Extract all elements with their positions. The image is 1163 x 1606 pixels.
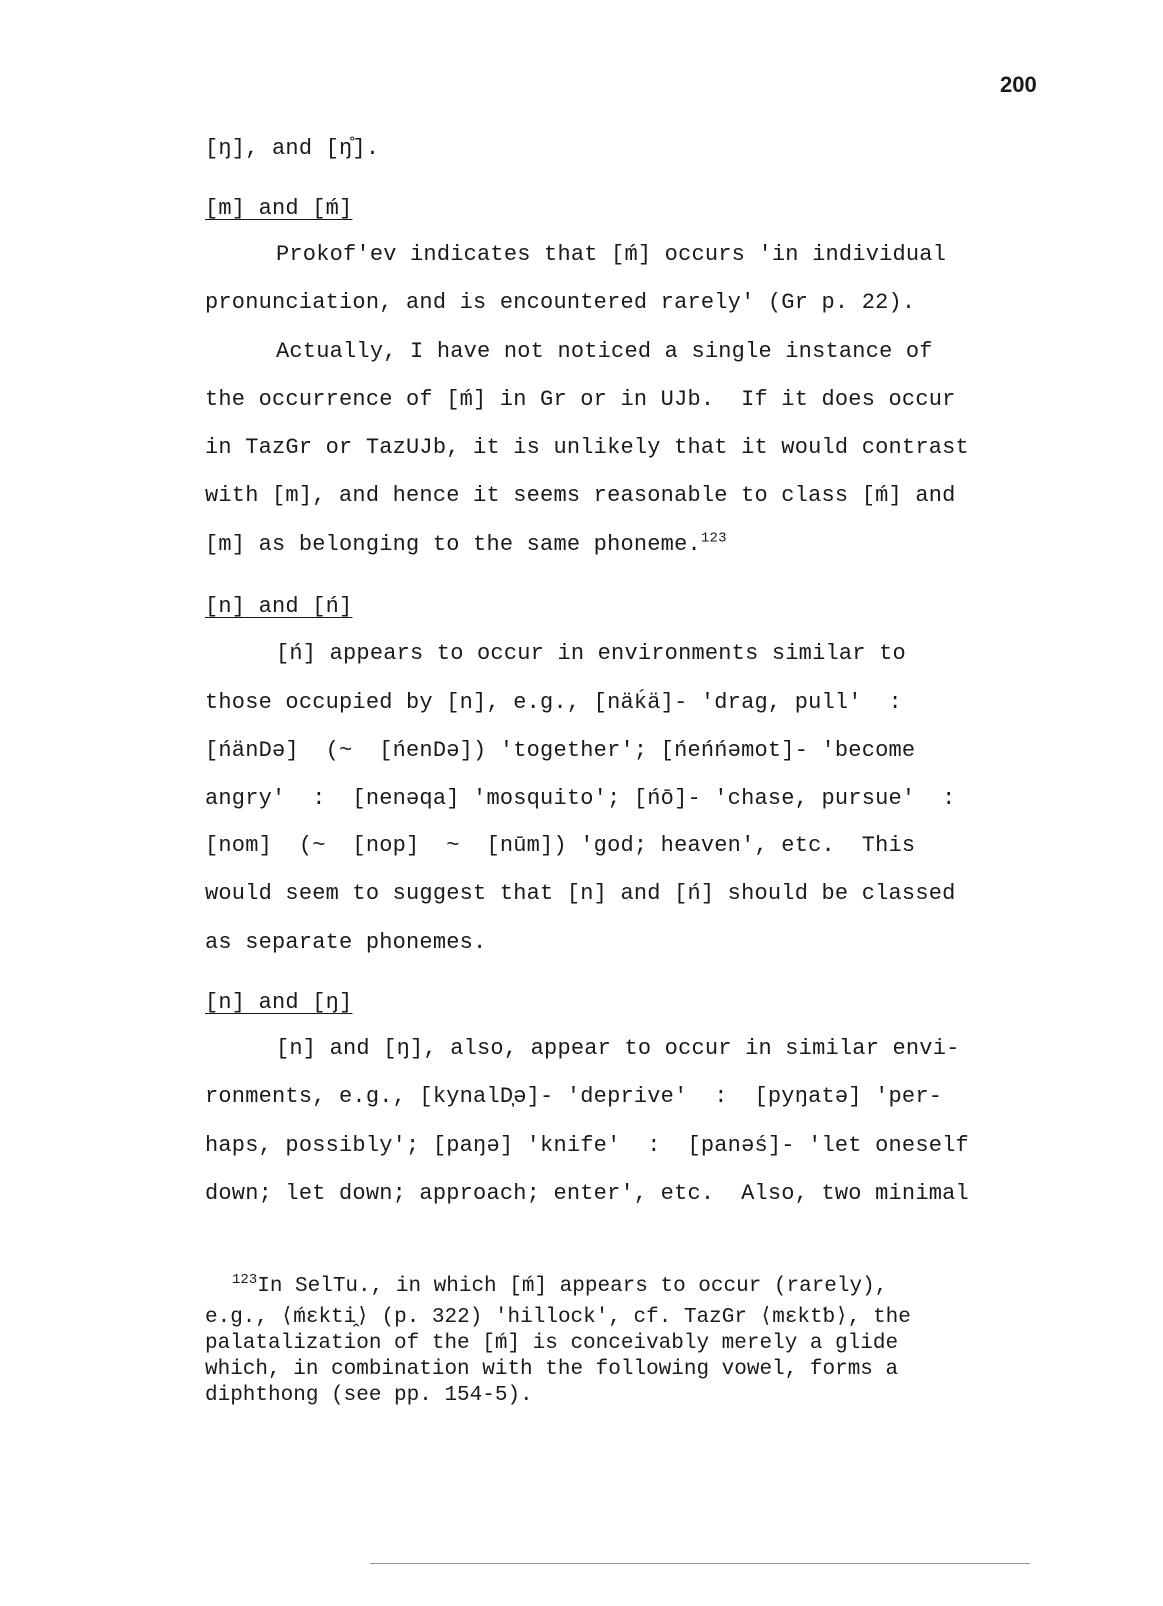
section-heading-ng: [n] and [ŋ] xyxy=(205,990,353,1015)
body-line: [nom] (~ [nop] ~ [nūm]) 'god; heaven', etc. This xyxy=(205,833,916,858)
body-line: [n] and [ŋ], also, appear to occur in similar envi- xyxy=(276,1036,960,1061)
footnote-line: palatalization of the [ḿ] is conceivably merely a glide xyxy=(205,1332,899,1355)
body-line: haps, possibly'; [paŋə] 'knife' : [panəś]- 'let oneself xyxy=(205,1133,969,1158)
footnote-line: e.g., ⟨ḿɛkti̭⟩ (p. 322) 'hillock', cf. TazGr ⟨mɛktƅ⟩, the xyxy=(205,1306,911,1329)
footnote-line: diphthong (see pp. 154-5). xyxy=(205,1384,533,1407)
page-number: 200 xyxy=(1000,72,1037,97)
footnote-text: In SelTu., in which [ḿ] appears to occur (rarely), xyxy=(257,1275,888,1298)
body-line: as separate phonemes. xyxy=(205,930,487,955)
line-text: [m] as belonging to the same phoneme. xyxy=(205,532,701,557)
body-line: pronunciation, and is encountered rarely' (Gr p. 22). xyxy=(205,290,916,315)
body-line: ronments, e.g., [kynalD̦ə]- 'deprive' : [pyŋatə] 'per- xyxy=(205,1084,943,1109)
footnote-line: which, in combination with the following vowel, forms a xyxy=(205,1358,899,1381)
body-line xyxy=(205,532,727,557)
section-heading-n: [n] and [ń] xyxy=(205,594,353,619)
body-line: angry' : [nenəqa] 'mosquito'; [ńō]- 'chase, pursue' : xyxy=(205,786,956,811)
body-line: in TazGr or TazUJb, it is unlikely that it would contrast xyxy=(205,435,969,460)
body-line: Prokof'ev indicates that [ḿ] occurs 'in individual xyxy=(276,242,947,267)
footnote-marker: 123 xyxy=(232,1272,258,1288)
body-line: with [m], and hence it seems reasonable to class [ḿ] and xyxy=(205,483,956,508)
body-line: down; let down; approach; enter', etc. Also, two minimal xyxy=(205,1181,969,1206)
footnote-line xyxy=(232,1272,888,1298)
footer-rule xyxy=(370,1563,1030,1564)
body-line: the occurrence of [ḿ] in Gr or in UJb. If it does occur xyxy=(205,387,956,412)
body-line: [ń] appears to occur in environments similar to xyxy=(276,641,906,666)
body-line: Actually, I have not noticed a single instance of xyxy=(276,339,933,364)
body-line: those occupied by [n], e.g., [näḱä]- 'drag, pull' : xyxy=(205,690,902,715)
body-line: [ŋ], and [ŋ̊]. xyxy=(205,136,380,161)
body-line: [ńänDə] (~ [ńenDə]) 'together'; [ńeńńəmot]- 'become xyxy=(205,738,916,763)
footnote-reference: 123 xyxy=(700,530,727,547)
section-heading-m: [m] and [ḿ] xyxy=(205,196,353,221)
body-line: would seem to suggest that [n] and [ń] should be classed xyxy=(205,881,956,906)
